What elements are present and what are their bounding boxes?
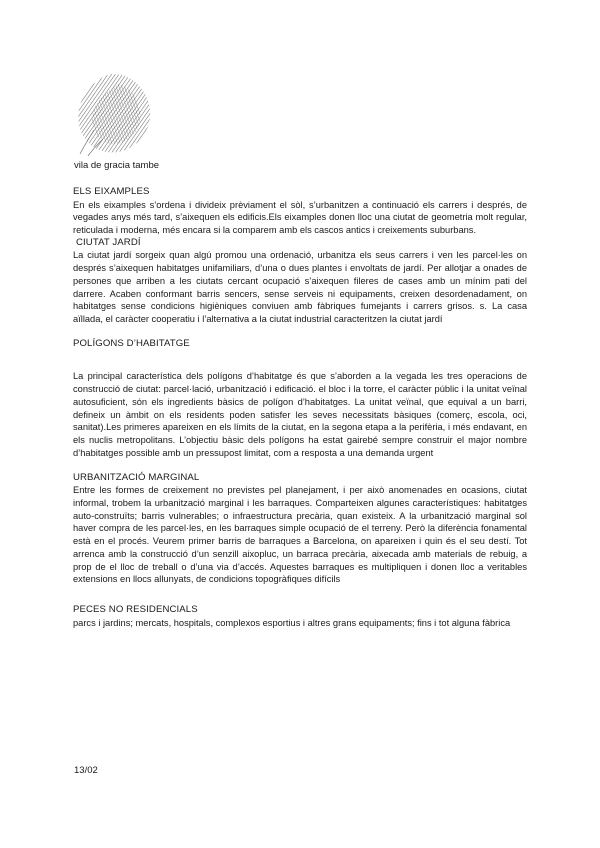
- section-paragraph: parcs i jardins; mercats, hospitals, complexos esportius i altres grans equipaments; fins i tot alguna fàbrica: [73, 617, 511, 628]
- section-paragraph: Entre les formes de creixement no previstes pel planejament, i per això anomenades en ocasions, ciutat informal, trobem la urbanització marginal i les barraques. Comparteixen algunes característiques: habitatges auto-construïts; barris vulnerables; o infraestructura precària, quan existeix. A la urbanització marginal sol haver compra de les parcel·les, en les barraques simple ocupació de el terreny. Però la diferència fonamental està en el procés. Veurem primer barris de barraques a Barcelona, on apareixen i quin és el seu destí. Tot arrenca amb la construcció d’un senzill aixopluc, un barraca precària, aixecada amb materials de rebuig, a prop de el lloc de treball o d’una via d’accés. Aquestes barraques es multipliquen i donen lloc a veritables extensions en llocs allunyats, de condicions topogràfiques difícils: [73, 485, 527, 585]
- section-paragraph: La principal característica dels polígons d’habitatge és que s’aborden a la vegada les tres operacions de construcció de ciutat: parcel·lació, urbanització i edificació. el bloc i la torre, el caràcter públic i la unitat veïnal autosuficient, són els ingredients bàsics de polígon d’habitatges. La unitat veïnal, que equival a un barri, defineix un àmbit on els residents poden satisfer les seves necessitats bàsiques (comerç, escola, oci, sanitat).Les primeres apareixen en els límits de la ciutat, en la segona etapa a la perifèria, i més endavant, en els nuclis metropolitans. L’objectiu bàsic dels polígons ha estat gairebé sempre construir el major nombre d’habitatges possible amb un pressupost limitat, com a resposta a una demanda urgent: [73, 371, 527, 458]
- section-paragraph: En els eixamples s’ordena i divideix prèviament el sòl, s’urbanitzen a continuació els carrers i després, de vegades anys més tard, s’aixequen els edificis.Els eixamples donen lloc una ciutat de geometria molt regular, reticulada i moderna, més encara si la comparem amb els cascos antics i creixements suburbans.: [73, 199, 527, 235]
- section-heading: CIUTAT JARDÍ: [76, 236, 141, 248]
- section-heading: POLÍGONS D’HABITATGE: [73, 337, 190, 349]
- section-poligons-habitatge: [73, 338, 527, 460]
- fingerprint-hatched-logo-icon: [74, 70, 154, 156]
- section-paragraph: La ciutat jardí sorgeix quan algú promou una ordenació, urbanitza els seus carrers i ven les parcel·les on després s’aixequen habitatges unifamiliars, d’una o dues plantes i envoltats de jardí. Per allotjar a onades de persones que arriben a les ciutats cercant ocupació s’aixequen fileres de cases amb un mínim pati del darrere. Acaben conformant barris sencers, sense serveis ni equipaments, creixen desordenadament, on habitatges sense condicions higièniques conviuen amb fàbriques fumejants i carrers grisos. s. La casa aïllada, el caràcter cooperatiu i l’alternativa a la ciutat industrial caracteritzen la ciutat jardí: [73, 250, 527, 324]
- section-urbanitzacio-marginal: [73, 472, 527, 587]
- section-peces-no-residencials: [73, 604, 527, 629]
- section-heading: PECES NO RESIDENCIALS: [73, 604, 198, 615]
- page-number: 13/02: [74, 765, 98, 776]
- document-body: [73, 186, 527, 629]
- section-heading: URBANITZACIÓ MARGINAL: [73, 471, 200, 483]
- section-eixamples: [73, 186, 527, 237]
- section-ciutat-jardi: [73, 237, 527, 326]
- section-heading: ELS EIXAMPLES: [73, 186, 150, 197]
- logo-caption: vila de gracia tambe: [74, 160, 160, 171]
